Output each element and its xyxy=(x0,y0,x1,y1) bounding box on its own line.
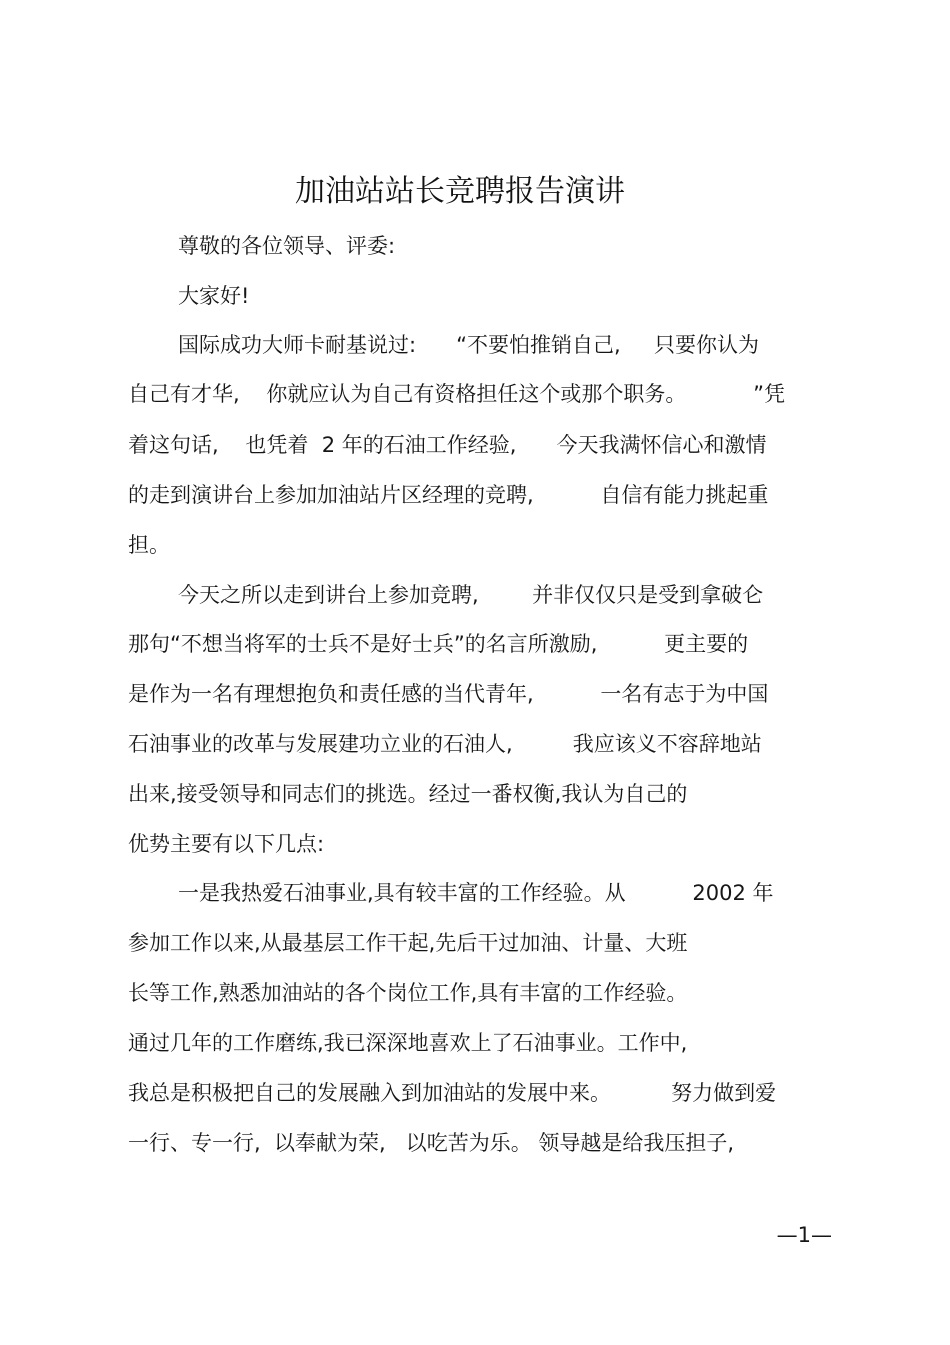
paragraph-line: 着这句话, 也凭着 2 年的石油工作经验, 今天我满怀信心和激情 xyxy=(128,433,767,457)
paragraph-line: 参加工作以来,从最基层工作干起,先后干过加油、计量、大班 xyxy=(128,931,688,955)
paragraph-line: 一行、专一行, 以奉献为荣, 以吃苦为乐。 领导越是给我压担子, xyxy=(128,1131,735,1155)
salutation-line: 尊敬的各位领导、评委: xyxy=(178,234,396,258)
greeting-line: 大家好! xyxy=(178,284,250,308)
paragraph-line: 出来,接受领导和同志们的挑选。经过一番权衡,我认为自己的 xyxy=(128,782,688,806)
paragraph-line: 是作为一名有理想抱负和责任感的当代青年, 一名有志于为中国 xyxy=(128,682,769,706)
paragraph-line: 一是我热爱石油事业,具有较丰富的工作经验。从 2002 年 xyxy=(178,881,774,905)
paragraph-line: 自己有才华, 你就应认为自己有资格担任这个或那个职务。 ”凭 xyxy=(128,382,786,406)
paragraph-line: 那句“不想当将军的士兵不是好士兵”的名言所激励, 更主要的 xyxy=(128,632,749,656)
document-title: 加油站站长竞聘报告演讲 xyxy=(295,174,625,209)
page-number: —1— xyxy=(776,1223,832,1247)
paragraph-line: 今天之所以走到讲台上参加竞聘, 并非仅仅只是受到拿破仑 xyxy=(178,583,764,607)
paragraph-line: 长等工作,熟悉加油站的各个岗位工作,具有丰富的工作经验。 xyxy=(128,981,688,1005)
paragraph-line: 国际成功大师卡耐基说过: “不要怕推销自己, 只要你认为 xyxy=(178,333,760,357)
paragraph-line: 优势主要有以下几点: xyxy=(128,832,325,856)
paragraph-line: 石油事业的改革与发展建功立业的石油人, 我应该义不容辞地站 xyxy=(128,732,762,756)
paragraph-line: 担。 xyxy=(128,533,170,557)
paragraph-line: 的走到演讲台上参加加油站片区经理的竞聘, 自信有能力挑起重 xyxy=(128,483,769,507)
paragraph-line: 我总是积极把自己的发展融入到加油站的发展中来。 努力做到爱 xyxy=(128,1081,777,1105)
paragraph-line: 通过几年的工作磨练,我已深深地喜欢上了石油事业。工作中, xyxy=(128,1031,688,1055)
